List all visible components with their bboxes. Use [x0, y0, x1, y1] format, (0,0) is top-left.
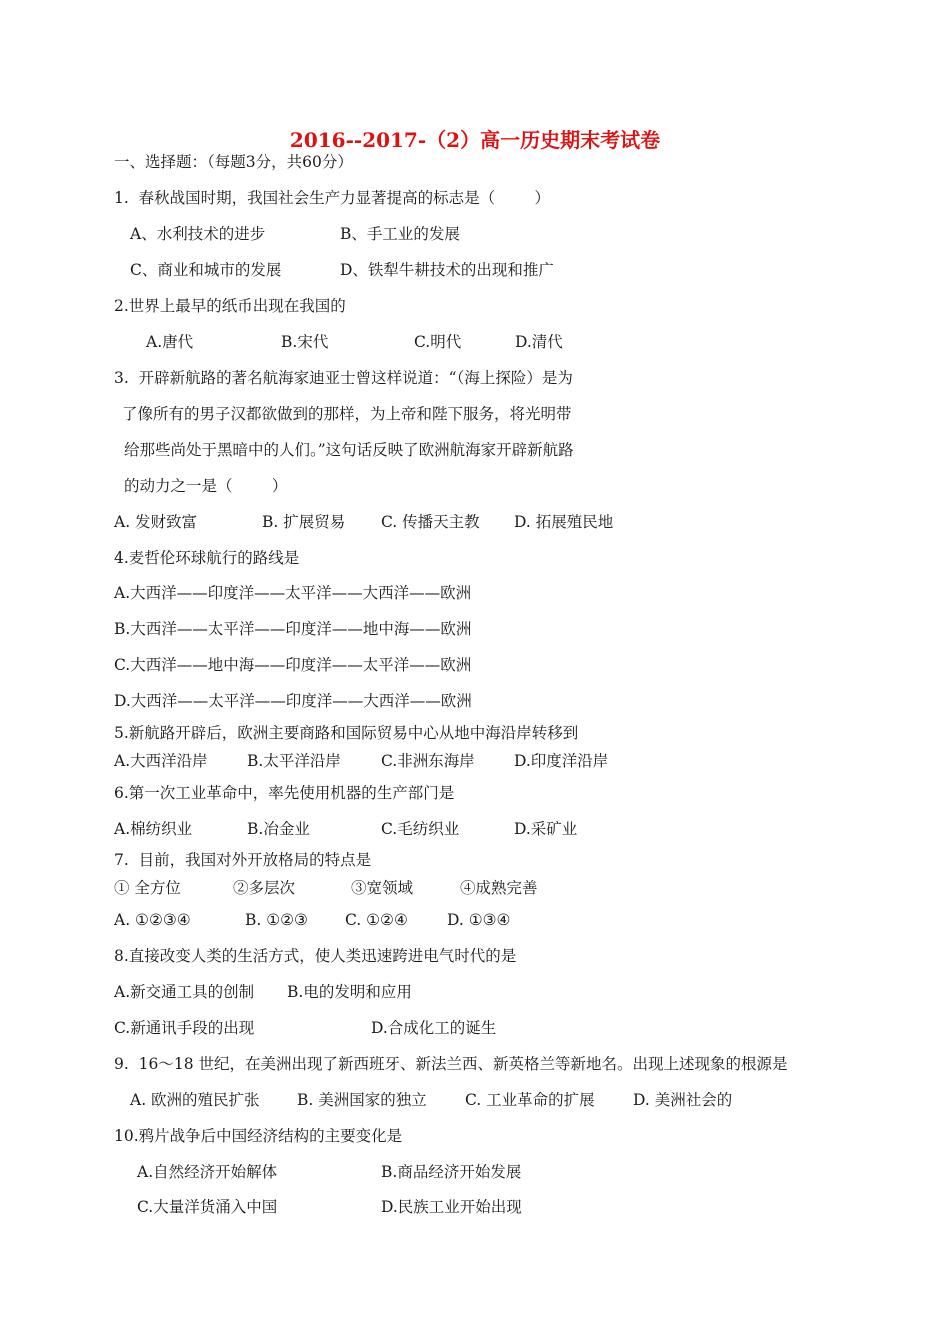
- q6-option-b: B.冶金业: [247, 820, 310, 838]
- q1-stem: 1. 春秋战国时期，我国社会生产力显著提高的标志是（ ）: [114, 189, 551, 207]
- q5-option-c: C.非洲东海岸: [381, 752, 475, 770]
- q4-option-a: A.大西洋——印度洋——太平洋——大西洋——欧洲: [114, 584, 472, 602]
- q3-option-c: C. 传播天主教: [381, 513, 480, 531]
- section-heading: 一、选择题：（每题3分，共60分）: [114, 153, 353, 171]
- q7-option-a: A. ①②③④: [114, 911, 191, 929]
- q10-option-a: A.自然经济开始解体: [137, 1163, 278, 1181]
- q4-stem: 4.麦哲伦环球航行的路线是: [114, 549, 300, 567]
- q6-option-c: C.毛纺织业: [381, 820, 460, 838]
- q7-option-b: B. ①②③: [245, 911, 308, 929]
- q3-stem-line-2: 了像所有的男子汉都欲做到的那样，为上帝和陛下服务，将光明带: [122, 405, 572, 423]
- q2-stem: 2.世界上最早的纸币出现在我国的: [114, 297, 346, 315]
- q8-option-c: C.新通讯手段的出现: [114, 1019, 255, 1037]
- q7-item-2: ②多层次: [233, 879, 296, 897]
- q7-item-3: ③宽领域: [351, 879, 414, 897]
- q5-option-b: B.太平洋沿岸: [247, 752, 341, 770]
- q10-option-d: D.民族工业开始出现: [381, 1198, 522, 1216]
- q9-stem: 9. 16～18 世纪，在美洲出现了新西班牙、新法兰西、新英格兰等新地名。出现上述现象的根源是: [114, 1055, 788, 1073]
- q9-option-b: B. 美洲国家的独立: [297, 1091, 427, 1109]
- q4-option-c: C.大西洋——地中海——印度洋——太平洋——欧洲: [114, 656, 472, 674]
- q9-option-a: A. 欧洲的殖民扩张: [130, 1091, 260, 1109]
- q10-option-b: B.商品经济开始发展: [381, 1163, 522, 1181]
- q7-item-4: ④成熟完善: [460, 879, 538, 897]
- q7-item-1: ① 全方位: [114, 879, 181, 897]
- q10-stem: 10.鸦片战争后中国经济结构的主要变化是: [114, 1127, 403, 1145]
- q7-stem: 7. 目前，我国对外开放格局的特点是: [114, 851, 372, 869]
- q3-stem-line-4: 的动力之一是（ ）: [124, 477, 288, 495]
- q1-option-c: C、商业和城市的发展: [130, 261, 282, 279]
- q8-option-a: A.新交通工具的创制: [114, 983, 255, 1001]
- q4-option-d: D.大西洋——太平洋——印度洋——大西洋——欧洲: [114, 692, 472, 710]
- q5-stem: 5.新航路开辟后，欧洲主要商路和国际贸易中心从地中海沿岸转移到: [114, 724, 579, 742]
- q8-option-b: B.电的发明和应用: [287, 983, 412, 1001]
- q2-option-a: A.唐代: [146, 333, 194, 351]
- q6-option-a: A.棉纺织业: [114, 820, 193, 838]
- q5-option-d: D.印度洋沿岸: [514, 752, 609, 770]
- q3-stem-line-1: 3. 开辟新航路的著名航海家迪亚士曾这样说道：“（海上探险）是为: [114, 369, 573, 387]
- q3-option-d: D. 拓展殖民地: [514, 513, 614, 531]
- q3-stem-line-3: 给那些尚处于黑暗中的人们。”这句话反映了欧洲航海家开辟新航路: [124, 441, 574, 459]
- q7-option-c: C. ①②④: [345, 911, 408, 929]
- q2-option-b: B.宋代: [281, 333, 329, 351]
- q2-option-d: D.清代: [515, 333, 563, 351]
- q3-option-a: A. 发财致富: [114, 513, 198, 531]
- q6-stem: 6.第一次工业革命中，率先使用机器的生产部门是: [114, 784, 455, 802]
- q1-option-b: B、手工业的发展: [340, 225, 460, 243]
- q1-option-a: A、水利技术的进步: [130, 225, 266, 243]
- q3-option-b: B. 扩展贸易: [262, 513, 346, 531]
- q4-option-b: B.大西洋——太平洋——印度洋——地中海——欧洲: [114, 620, 472, 638]
- q1-option-d: D、铁犁牛耕技术的出现和推广: [340, 261, 554, 279]
- q2-option-c: C.明代: [414, 333, 462, 351]
- q7-option-d: D. ①③④: [447, 911, 511, 929]
- q5-option-a: A.大西洋沿岸: [114, 752, 208, 770]
- q9-option-c: C. 工业革命的扩展: [465, 1091, 595, 1109]
- q10-option-c: C.大量洋货涌入中国: [137, 1198, 278, 1216]
- q8-stem: 8.直接改变人类的生活方式，使人类迅速跨进电气时代的是: [114, 947, 517, 965]
- q6-option-d: D.采矿业: [514, 820, 578, 838]
- q8-option-d: D.合成化工的诞生: [371, 1019, 497, 1037]
- exam-title: 2016--2017-（2）高一历史期末考试卷: [289, 128, 661, 152]
- q9-option-d: D. 美洲社会的: [633, 1091, 733, 1109]
